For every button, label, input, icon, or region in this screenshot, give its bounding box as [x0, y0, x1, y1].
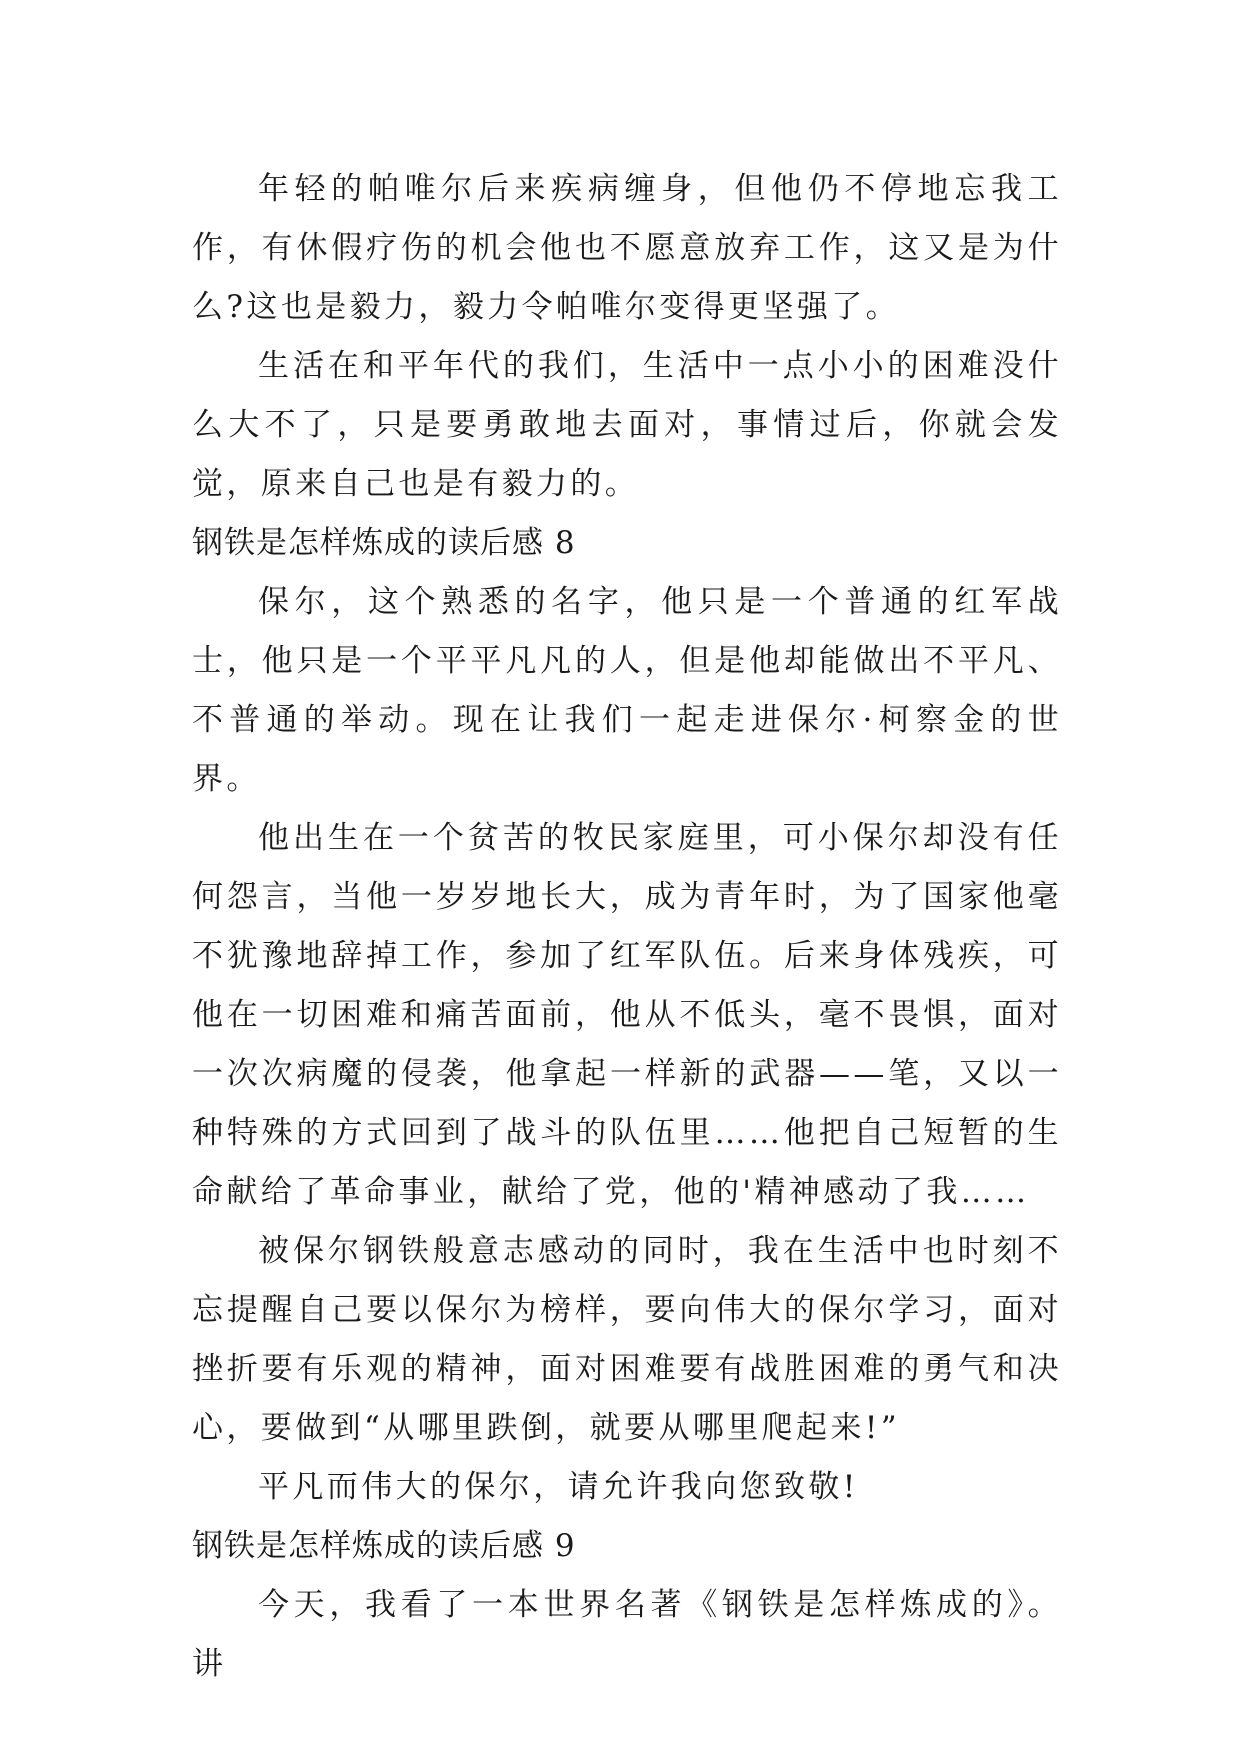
section-heading: 钢铁是怎样炼成的读后感 9 [192, 1528, 576, 1564]
paragraph: 年轻的帕唯尔后来疾病缠身，但他仍不停地忘我工作，有休假疗伤的机会他也不愿意放弃工作，这又是为什么?这也是毅力，毅力令帕唯尔变得更坚强了。 [192, 171, 1062, 325]
section-heading: 钢铁是怎样炼成的读后感 8 [192, 525, 576, 561]
paragraph: 保尔，这个熟悉的名字，他只是一个普通的红军战士，他只是一个平平凡凡的人，但是他却能做出不平凡、不普通的举动。现在让我们一起走进保尔·柯察金的世界。 [192, 584, 1062, 797]
paragraph: 今天，我看了一本世界名著《钢铁是怎样炼成的》。讲 [192, 1587, 1062, 1682]
paragraph: 生活在和平年代的我们，生活中一点小小的困难没什么大不了，只是要勇敢地去面对，事情过后，你就会发觉，原来自己也是有毅力的。 [192, 348, 1062, 502]
document-body [192, 160, 1062, 1694]
paragraph: 他出生在一个贫苦的牧民家庭里，可小保尔却没有任何怨言，当他一岁岁地长大，成为青年时，为了国家他毫不犹豫地辞掉工作，参加了红军队伍。后来身体残疾，可他在一切困难和痛苦面前，他从不低头，毫不畏惧，面对一次次病魔的侵袭，他拿起一样新的武器——笔，又以一种特殊的方式回到了战斗的队伍里……他把自己短暂的生命献给了革命事业，献给了党，他的'精神感动了我…… [192, 820, 1062, 1210]
paragraph: 平凡而伟大的保尔，请允许我向您致敬! [258, 1469, 859, 1505]
paragraph: 被保尔钢铁般意志感动的同时，我在生活中也时刻不忘提醒自己要以保尔为榜样，要向伟大的保尔学习，面对挫折要有乐观的精神，面对困难要有战胜困难的勇气和决心，要做到“从哪里跌倒，就要从哪里爬起来!” [192, 1233, 1062, 1446]
